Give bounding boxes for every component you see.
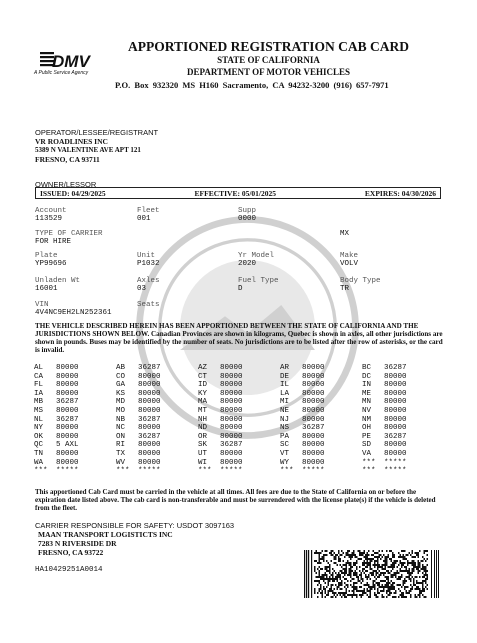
jurisdiction-code: MT xyxy=(198,406,208,415)
jurisdiction-weight: 80000 xyxy=(138,441,161,450)
jurisdiction-code: TN xyxy=(34,449,44,458)
jurisdiction-cell xyxy=(280,364,362,373)
jurisdiction-weight: 80000 xyxy=(220,449,243,458)
yr-model-value: 2020 xyxy=(238,260,257,268)
unit-label: Unit xyxy=(137,252,156,260)
plate-label: Plate xyxy=(35,252,58,260)
jurisdiction-grid xyxy=(34,364,444,476)
jurisdiction-weight: 80000 xyxy=(138,398,161,407)
jurisdiction-cell xyxy=(280,441,362,450)
axles-value: 03 xyxy=(137,285,147,293)
jurisdiction-cell xyxy=(198,459,280,468)
jurisdiction-cell xyxy=(116,441,198,450)
jurisdiction-code: OK xyxy=(34,432,44,441)
jurisdiction-weight: 80000 xyxy=(302,372,325,381)
jurisdiction-cell xyxy=(280,433,362,442)
jurisdiction-code: NB xyxy=(116,415,126,424)
jurisdiction-code: TX xyxy=(116,449,126,458)
jurisdiction-cell xyxy=(280,398,362,407)
jurisdiction-weight: 36287 xyxy=(384,432,407,441)
jurisdiction-cell xyxy=(34,398,116,407)
jurisdiction-cell xyxy=(34,416,116,425)
jurisdiction-code: ME xyxy=(362,389,372,398)
fleet-label: Fleet xyxy=(137,207,160,215)
jurisdiction-cell xyxy=(116,390,198,399)
jurisdiction-code: IA xyxy=(34,389,44,398)
jurisdiction-weight: 80000 xyxy=(138,449,161,458)
carrier-type-label: TYPE OF CARRIER xyxy=(35,230,103,238)
jurisdiction-row xyxy=(34,433,444,442)
jurisdiction-cell xyxy=(362,373,444,382)
jurisdiction-cell xyxy=(362,381,444,390)
jurisdiction-code: CT xyxy=(198,372,208,381)
jurisdiction-cell xyxy=(116,373,198,382)
jurisdiction-weight: 80000 xyxy=(220,424,243,433)
jurisdiction-weight: 80000 xyxy=(220,415,243,424)
jurisdiction-weight: 36287 xyxy=(138,364,161,372)
supp-label: Supp xyxy=(238,207,257,215)
jurisdiction-cell xyxy=(362,364,444,373)
jurisdiction-code: VA xyxy=(362,449,372,458)
jurisdiction-code: IN xyxy=(362,381,372,390)
jurisdiction-weight: ***** xyxy=(220,467,243,476)
mx-indicator: MX xyxy=(340,230,350,238)
jurisdiction-weight: 80000 xyxy=(56,389,79,398)
jurisdiction-code: NJ xyxy=(280,415,290,424)
safety-carrier-label: CARRIER RESPONSIBLE FOR SAFETY: USDOT 3097163 xyxy=(35,521,235,530)
jurisdiction-cell xyxy=(280,416,362,425)
cab-card-footnote: This apportioned Cab Card must be carried in the vehicle at all times. All fees are due to the State of California on or before the expiration date listed above. The cab card is non-transferable and must be surrendered with the license plate(s) if the vehicle is deleted from the fleet. xyxy=(35,488,436,513)
jurisdiction-row xyxy=(34,424,444,433)
jurisdiction-code: OH xyxy=(362,424,372,433)
jurisdiction-cell xyxy=(116,424,198,433)
jurisdiction-code: LA xyxy=(280,389,290,398)
jurisdiction-code: WY xyxy=(280,458,290,467)
jurisdiction-weight: 80000 xyxy=(220,458,243,467)
yr-model-field xyxy=(238,252,274,268)
jurisdiction-cell xyxy=(280,467,362,476)
expires-date: EXPIRES: 04/30/2026 xyxy=(364,188,436,198)
jurisdiction-weight: 80000 xyxy=(138,458,161,467)
jurisdiction-code: VT xyxy=(280,449,290,458)
jurisdiction-weight: 80000 xyxy=(384,424,407,433)
pdf417-barcode xyxy=(304,550,439,598)
jurisdiction-weight: 80000 xyxy=(384,389,407,398)
jurisdiction-weight: ***** xyxy=(302,467,325,476)
jurisdiction-cell xyxy=(116,398,198,407)
registrant-name: VR ROADLINES INC xyxy=(35,137,108,146)
jurisdiction-cell xyxy=(34,467,116,476)
jurisdiction-cell xyxy=(198,450,280,459)
jurisdiction-cell xyxy=(34,433,116,442)
card-title: APPORTIONED REGISTRATION CAB CARD xyxy=(128,39,409,54)
jurisdiction-weight: 80000 xyxy=(56,449,79,458)
make-label: Make xyxy=(340,252,359,260)
department-address: P.O. Box 932320 MS H160 Sacramento, CA 94232-3200 (916) 657-7971 xyxy=(115,80,389,90)
fleet-value: 001 xyxy=(137,215,151,223)
jurisdiction-weight: 80000 xyxy=(302,398,325,407)
jurisdiction-cell xyxy=(280,450,362,459)
jurisdiction-code: NY xyxy=(34,424,44,433)
jurisdiction-weight: 80000 xyxy=(56,458,79,467)
jurisdiction-weight: 80000 xyxy=(302,441,325,450)
jurisdiction-row xyxy=(34,416,444,425)
jurisdiction-code: PA xyxy=(280,432,290,441)
jurisdiction-row xyxy=(34,467,444,476)
unit-value: P1032 xyxy=(137,260,160,268)
jurisdiction-code: AL xyxy=(34,364,44,372)
jurisdiction-code: IL xyxy=(280,381,290,390)
jurisdiction-cell xyxy=(198,373,280,382)
jurisdiction-row xyxy=(34,459,444,468)
jurisdiction-weight: 36287 xyxy=(384,364,407,372)
account-field xyxy=(35,207,67,223)
jurisdiction-cell xyxy=(198,398,280,407)
jurisdiction-row xyxy=(34,373,444,382)
owner-label: OWNER/LESSOR xyxy=(35,180,97,189)
jurisdiction-row xyxy=(34,390,444,399)
jurisdiction-cell xyxy=(362,407,444,416)
department-name: DEPARTMENT OF MOTOR VEHICLES xyxy=(187,67,350,77)
jurisdiction-cell xyxy=(280,424,362,433)
jurisdiction-weight: 80000 xyxy=(56,432,79,441)
jurisdiction-code: DC xyxy=(362,372,372,381)
account-label: Account xyxy=(35,207,67,215)
jurisdiction-cell xyxy=(198,364,280,373)
registrant-street: 5389 N VALENTINE AVE APT 121 xyxy=(35,146,141,154)
jurisdiction-cell xyxy=(116,467,198,476)
jurisdiction-weight: 80000 xyxy=(384,406,407,415)
jurisdiction-cell xyxy=(362,424,444,433)
carrier-type-value: FOR HIRE xyxy=(35,238,72,246)
jurisdiction-cell xyxy=(362,441,444,450)
jurisdiction-code: BC xyxy=(362,364,372,372)
state-name: STATE OF CALIFORNIA xyxy=(217,55,320,65)
jurisdiction-weight: 80000 xyxy=(384,441,407,450)
jurisdiction-code: WI xyxy=(198,458,208,467)
jurisdiction-code: WV xyxy=(116,458,126,467)
jurisdiction-code: ON xyxy=(116,432,126,441)
unladen-field xyxy=(35,277,80,293)
jurisdiction-weight: 80000 xyxy=(384,449,407,458)
jurisdiction-code: *** xyxy=(34,467,48,476)
jurisdiction-code: MD xyxy=(116,398,126,407)
safety-carrier-city: FRESNO, CA 93722 xyxy=(38,548,104,557)
unladen-label: Unladen Wt xyxy=(35,277,81,285)
jurisdiction-cell xyxy=(280,381,362,390)
jurisdiction-weight: 80000 xyxy=(220,398,243,407)
jurisdiction-weight: 80000 xyxy=(302,458,325,467)
jurisdiction-weight: 80000 xyxy=(138,372,161,381)
jurisdiction-code: ND xyxy=(198,424,208,433)
jurisdiction-weight: 80000 xyxy=(138,381,161,390)
jurisdiction-weight: 80000 xyxy=(302,449,325,458)
jurisdiction-code: NV xyxy=(362,406,372,415)
fleet-field xyxy=(137,207,160,223)
jurisdiction-code: DE xyxy=(280,372,290,381)
jurisdiction-cell xyxy=(198,433,280,442)
jurisdiction-code: PE xyxy=(362,432,372,441)
jurisdiction-cell xyxy=(362,390,444,399)
jurisdiction-code: MB xyxy=(34,398,44,407)
jurisdiction-cell xyxy=(362,459,444,468)
registrant-city: FRESNO, CA 93711 xyxy=(35,155,100,164)
jurisdiction-cell xyxy=(34,373,116,382)
date-bar xyxy=(35,187,441,199)
jurisdiction-weight: 80000 xyxy=(56,372,79,381)
fuel-label: Fuel Type xyxy=(238,277,279,285)
jurisdiction-code: RI xyxy=(116,441,126,450)
issued-date: ISSUED: 04/29/2025 xyxy=(40,188,106,198)
body-field xyxy=(340,277,381,293)
jurisdiction-code: SD xyxy=(362,441,372,450)
jurisdiction-weight: 80000 xyxy=(384,381,407,390)
jurisdiction-cell xyxy=(280,407,362,416)
jurisdiction-weight: 80000 xyxy=(138,389,161,398)
jurisdiction-code: NL xyxy=(34,415,44,424)
jurisdiction-row xyxy=(34,450,444,459)
jurisdiction-code: *** xyxy=(116,467,130,476)
safety-carrier-name: MAAN TRANSPORT LOGISTICTS INC xyxy=(38,530,173,539)
jurisdiction-weight: 80000 xyxy=(384,372,407,381)
jurisdiction-code: KY xyxy=(198,389,208,398)
jurisdiction-weight: 80000 xyxy=(302,389,325,398)
jurisdiction-cell xyxy=(34,424,116,433)
jurisdiction-cell xyxy=(198,467,280,476)
jurisdiction-cell xyxy=(116,407,198,416)
jurisdiction-weight: ***** xyxy=(56,467,79,476)
jurisdiction-code: UT xyxy=(198,449,208,458)
dmv-tagline: A Public Service Agency xyxy=(34,70,89,76)
unit-field xyxy=(137,252,160,268)
jurisdiction-code: FL xyxy=(34,381,44,390)
jurisdiction-weight: 80000 xyxy=(220,381,243,390)
vin-value: 4V4NC9EH2LN252361 xyxy=(35,309,112,317)
jurisdiction-cell xyxy=(116,381,198,390)
jurisdiction-weight: 80000 xyxy=(302,415,325,424)
jurisdiction-weight: 80000 xyxy=(56,381,79,390)
plate-field xyxy=(35,252,67,268)
jurisdiction-cell xyxy=(362,398,444,407)
jurisdiction-cell xyxy=(198,407,280,416)
supp-field xyxy=(238,207,256,223)
jurisdiction-code: *** xyxy=(198,467,212,476)
jurisdiction-code: QC xyxy=(34,441,44,450)
jurisdiction-weight: 80000 xyxy=(220,389,243,398)
jurisdiction-code: CO xyxy=(116,372,126,381)
jurisdiction-row xyxy=(34,398,444,407)
control-number: HA10429251A0014 xyxy=(35,566,103,574)
jurisdiction-weight: 80000 xyxy=(56,424,79,433)
jurisdiction-code: AZ xyxy=(198,364,208,372)
jurisdiction-code: OR xyxy=(198,432,208,441)
jurisdiction-weight: 80000 xyxy=(220,406,243,415)
unladen-value: 16001 xyxy=(35,285,58,293)
jurisdiction-cell xyxy=(362,433,444,442)
jurisdiction-cell xyxy=(34,441,116,450)
vin-field xyxy=(35,301,112,317)
jurisdiction-code: NC xyxy=(116,424,126,433)
jurisdiction-cell xyxy=(198,381,280,390)
jurisdiction-cell xyxy=(116,416,198,425)
jurisdiction-weight: 36287 xyxy=(138,432,161,441)
jurisdiction-cell xyxy=(198,390,280,399)
jurisdiction-cell xyxy=(34,450,116,459)
jurisdiction-weight: 36287 xyxy=(56,398,79,407)
jurisdiction-code: NH xyxy=(198,415,208,424)
jurisdiction-code: GA xyxy=(116,381,126,390)
jurisdiction-weight: 80000 xyxy=(384,415,407,424)
carrier-type-field xyxy=(35,230,103,246)
jurisdiction-code: *** xyxy=(362,467,376,476)
jurisdiction-cell xyxy=(116,364,198,373)
jurisdiction-code: NM xyxy=(362,415,372,424)
jurisdiction-weight: 36287 xyxy=(220,441,243,450)
jurisdiction-row xyxy=(34,407,444,416)
jurisdiction-row xyxy=(34,364,444,373)
jurisdiction-cell xyxy=(34,381,116,390)
jurisdiction-weight: 80000 xyxy=(220,372,243,381)
jurisdiction-cell xyxy=(362,416,444,425)
fuel-field xyxy=(238,277,279,293)
jurisdiction-cell xyxy=(198,441,280,450)
jurisdiction-weight: 80000 xyxy=(138,424,161,433)
svg-text:DMV: DMV xyxy=(52,52,90,71)
jurisdiction-code: ID xyxy=(198,381,208,390)
jurisdiction-code: *** xyxy=(280,467,294,476)
jurisdiction-weight: 80000 xyxy=(384,398,407,407)
plate-value: YP99696 xyxy=(35,260,67,268)
jurisdiction-weight: 80000 xyxy=(302,432,325,441)
jurisdiction-cell xyxy=(116,450,198,459)
jurisdiction-cell xyxy=(280,390,362,399)
jurisdiction-weight: 80000 xyxy=(220,364,243,372)
account-value: 113529 xyxy=(35,215,63,223)
jurisdiction-code: KS xyxy=(116,389,126,398)
jurisdiction-weight: 36287 xyxy=(138,415,161,424)
effective-date: EFFECTIVE: 05/01/2025 xyxy=(194,188,277,198)
fuel-value: D xyxy=(238,285,243,293)
jurisdiction-code: CA xyxy=(34,372,44,381)
jurisdiction-weight: 80000 xyxy=(138,406,161,415)
jurisdiction-code: SK xyxy=(198,441,208,450)
jurisdiction-weight: 80000 xyxy=(302,406,325,415)
jurisdiction-code: SC xyxy=(280,441,290,450)
jurisdiction-cell xyxy=(280,373,362,382)
jurisdiction-cell xyxy=(280,459,362,468)
jurisdiction-row xyxy=(34,441,444,450)
jurisdiction-code: MO xyxy=(116,406,126,415)
seats-label: Seats xyxy=(137,301,160,309)
jurisdiction-weight: 36287 xyxy=(56,415,79,424)
make-value: VOLV xyxy=(340,260,359,268)
jurisdiction-weight: ***** xyxy=(384,467,407,476)
jurisdiction-cell xyxy=(362,450,444,459)
jurisdiction-cell xyxy=(116,459,198,468)
jurisdiction-cell xyxy=(198,424,280,433)
jurisdiction-weight: 80000 xyxy=(56,364,79,372)
make-field xyxy=(340,252,358,268)
jurisdiction-weight: ***** xyxy=(138,467,161,476)
jurisdiction-cell xyxy=(34,390,116,399)
axles-label: Axles xyxy=(137,277,160,285)
jurisdiction-code: AB xyxy=(116,364,126,372)
axles-field xyxy=(137,277,160,293)
jurisdiction-weight: 80000 xyxy=(56,406,79,415)
jurisdiction-cell xyxy=(362,467,444,476)
jurisdiction-weight: 36287 xyxy=(302,424,325,433)
jurisdiction-weight: 80000 xyxy=(220,432,243,441)
yr-model-label: Yr Model xyxy=(238,252,275,260)
safety-carrier-street: 7283 N RIVERSIDE DR xyxy=(38,539,117,548)
jurisdiction-code: NE xyxy=(280,406,290,415)
body-label: Body Type xyxy=(340,277,381,285)
jurisdiction-code: MS xyxy=(34,406,44,415)
supp-value: 0000 xyxy=(238,215,257,223)
jurisdiction-code: *** xyxy=(362,458,376,467)
registrant-label: OPERATOR/LESSEE/REGISTRANT xyxy=(35,128,159,137)
jurisdiction-cell xyxy=(34,459,116,468)
jurisdiction-code: MN xyxy=(362,398,372,407)
jurisdiction-weight: 80000 xyxy=(302,364,325,372)
jurisdiction-cell xyxy=(116,433,198,442)
jurisdiction-code: AR xyxy=(280,364,290,372)
vin-label: VIN xyxy=(35,301,49,309)
jurisdiction-code: MA xyxy=(198,398,208,407)
apportionment-notice: THE VEHICLE DESCRIBED HEREIN HAS BEEN APPORTIONED BETWEEN THE STATE OF CALIFORNIA AND THE JURISDICTIONS SHOWN BELOW. Canadian Provinces are shown in kilograms, Quebec is shown in axles, all other jurisdictions are shown in pounds. Buses may be identified by the number of seats. No jurisdictions are to be listed after the row of asterisks, or the card is invalid. xyxy=(35,322,443,354)
jurisdiction-weight: 5 AXL xyxy=(56,441,79,450)
jurisdiction-cell xyxy=(198,416,280,425)
jurisdiction-code: NS xyxy=(280,424,290,433)
jurisdiction-code: WA xyxy=(34,458,44,467)
jurisdiction-weight: 80000 xyxy=(302,381,325,390)
jurisdiction-row xyxy=(34,381,444,390)
jurisdiction-weight: ***** xyxy=(384,458,407,467)
jurisdiction-cell xyxy=(34,364,116,373)
jurisdiction-code: MI xyxy=(280,398,290,407)
body-value: TR xyxy=(340,285,350,293)
jurisdiction-cell xyxy=(34,407,116,416)
